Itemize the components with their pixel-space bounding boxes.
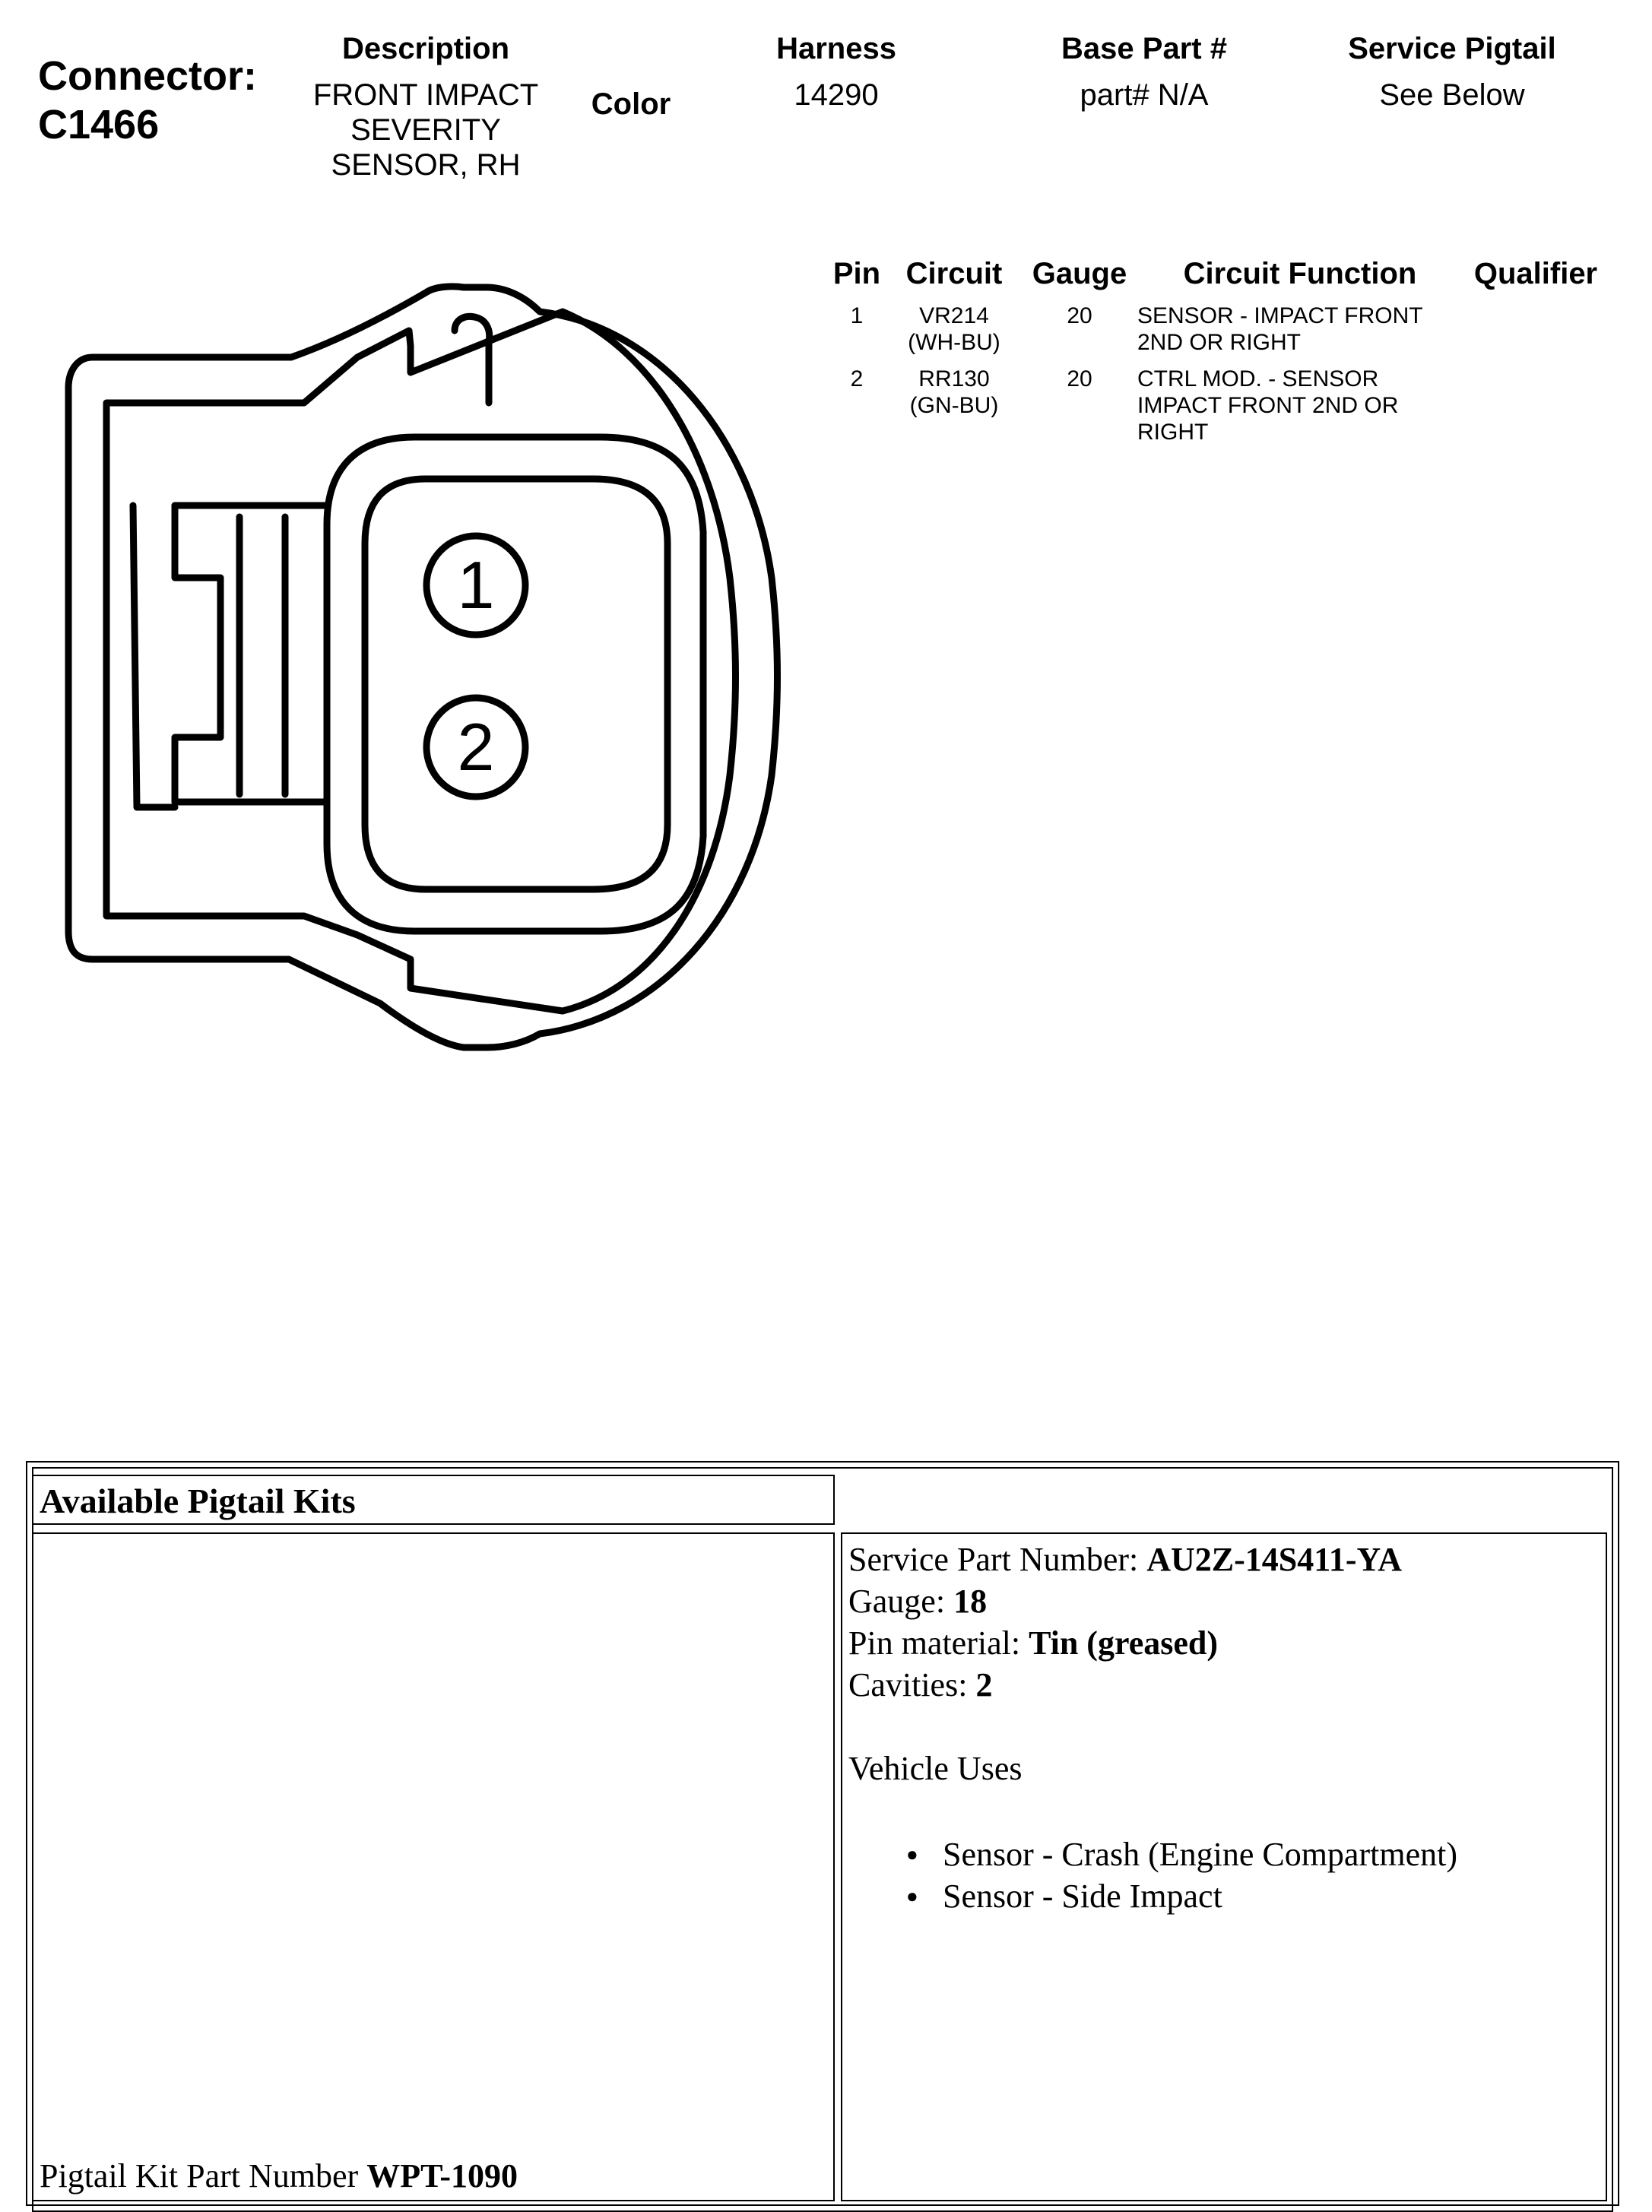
pigtail-kit-number bbox=[40, 2155, 518, 2197]
gauge-cell: 20 bbox=[1067, 366, 1092, 391]
circuit-function-cell bbox=[1137, 366, 1457, 445]
connector-diagram bbox=[0, 274, 798, 1057]
connector-inner-shell bbox=[106, 312, 736, 1011]
circuit-id: RR130 bbox=[918, 366, 990, 391]
pigtail-title-cell bbox=[32, 1475, 835, 1525]
pigtail-details-cell bbox=[841, 1532, 1607, 2201]
connector-title bbox=[38, 52, 257, 149]
vehicle-uses-label: Vehicle Uses bbox=[848, 1750, 1023, 1787]
vehicle-uses-list bbox=[848, 1833, 1600, 1917]
gauge-cell: 20 bbox=[1067, 303, 1092, 328]
connector-id: C1466 bbox=[38, 102, 160, 147]
circuit-function-header: Circuit Function bbox=[1183, 257, 1417, 290]
qualifier-header: Qualifier bbox=[1473, 257, 1598, 290]
cavities-spec: Cavities: 2 bbox=[848, 1666, 993, 1703]
connector-lock-bracket bbox=[175, 505, 220, 802]
kit-number-value: WPT-1090 bbox=[366, 2157, 518, 2195]
color-label: Color bbox=[591, 87, 671, 121]
pin-number: 2 bbox=[850, 366, 864, 391]
circuit-color: (GN-BU) bbox=[909, 393, 999, 418]
description-label: Description bbox=[341, 32, 510, 65]
circuit-cell bbox=[897, 366, 1011, 419]
pigtail-title: Available Pigtail Kits bbox=[40, 1482, 356, 1520]
base-part-label: Base Part # bbox=[1061, 32, 1227, 65]
pigtail-image-cell bbox=[32, 1532, 835, 2201]
circuit-function-cell bbox=[1137, 303, 1457, 356]
circuit-function-line: RIGHT bbox=[1137, 420, 1209, 445]
gauge-header: Gauge bbox=[1032, 257, 1127, 290]
circuit-cell bbox=[897, 303, 1011, 356]
gauge-spec: Gauge: 18 bbox=[848, 1583, 988, 1620]
connector-latch-tab bbox=[455, 316, 490, 403]
circuit-id: VR214 bbox=[919, 303, 989, 328]
description-line: FRONT IMPACT bbox=[312, 78, 539, 112]
list-item: ● Sensor - Side Impact bbox=[848, 1875, 1600, 1917]
gauge-spec-value: 18 bbox=[953, 1583, 988, 1620]
pin-1-label: 1 bbox=[457, 547, 495, 623]
pin-header: Pin bbox=[832, 257, 881, 290]
pin-material-spec: Pin material: Tin (greased) bbox=[848, 1624, 1219, 1662]
connector-front-ring-outer bbox=[327, 437, 703, 931]
list-item: ● Sensor - Crash (Engine Compartment) bbox=[848, 1833, 1600, 1875]
service-pigtail-value: See Below bbox=[1379, 78, 1525, 112]
description-line: SENSOR, RH bbox=[331, 148, 521, 182]
description-line: SEVERITY bbox=[350, 113, 501, 147]
pigtail-details bbox=[848, 1539, 1600, 1917]
kit-number-label: Pigtail Kit Part Number bbox=[40, 2157, 367, 2195]
circuit-function-line: IMPACT FRONT 2ND OR bbox=[1137, 393, 1399, 418]
service-part-number-value: AU2Z-14S411-YA bbox=[1146, 1541, 1402, 1578]
harness-label: Harness bbox=[776, 32, 896, 65]
circuit-function-line: CTRL MOD. - SENSOR bbox=[1137, 366, 1379, 391]
pin-2-label: 2 bbox=[457, 709, 495, 784]
cavities-value: 2 bbox=[975, 1666, 993, 1703]
harness-value: 14290 bbox=[794, 78, 879, 112]
service-pigtail-label: Service Pigtail bbox=[1348, 32, 1556, 65]
connector-front-ring-inner bbox=[365, 479, 667, 889]
service-part-number: Service Part Number: AU2Z-14S411-YA bbox=[848, 1541, 1402, 1578]
circuit-color: (WH-BU) bbox=[908, 330, 1000, 355]
connector-label: Connector: bbox=[38, 53, 257, 99]
description-value bbox=[289, 78, 563, 182]
base-part-value: part# N/A bbox=[1080, 78, 1209, 112]
circuit-function-line: 2ND OR RIGHT bbox=[1137, 330, 1302, 355]
pin-number: 1 bbox=[850, 303, 864, 328]
circuit-function-line: SENSOR - IMPACT FRONT bbox=[1137, 303, 1423, 328]
circuit-header: Circuit bbox=[905, 257, 1003, 290]
pin-material-value: Tin (greased) bbox=[1029, 1624, 1219, 1662]
